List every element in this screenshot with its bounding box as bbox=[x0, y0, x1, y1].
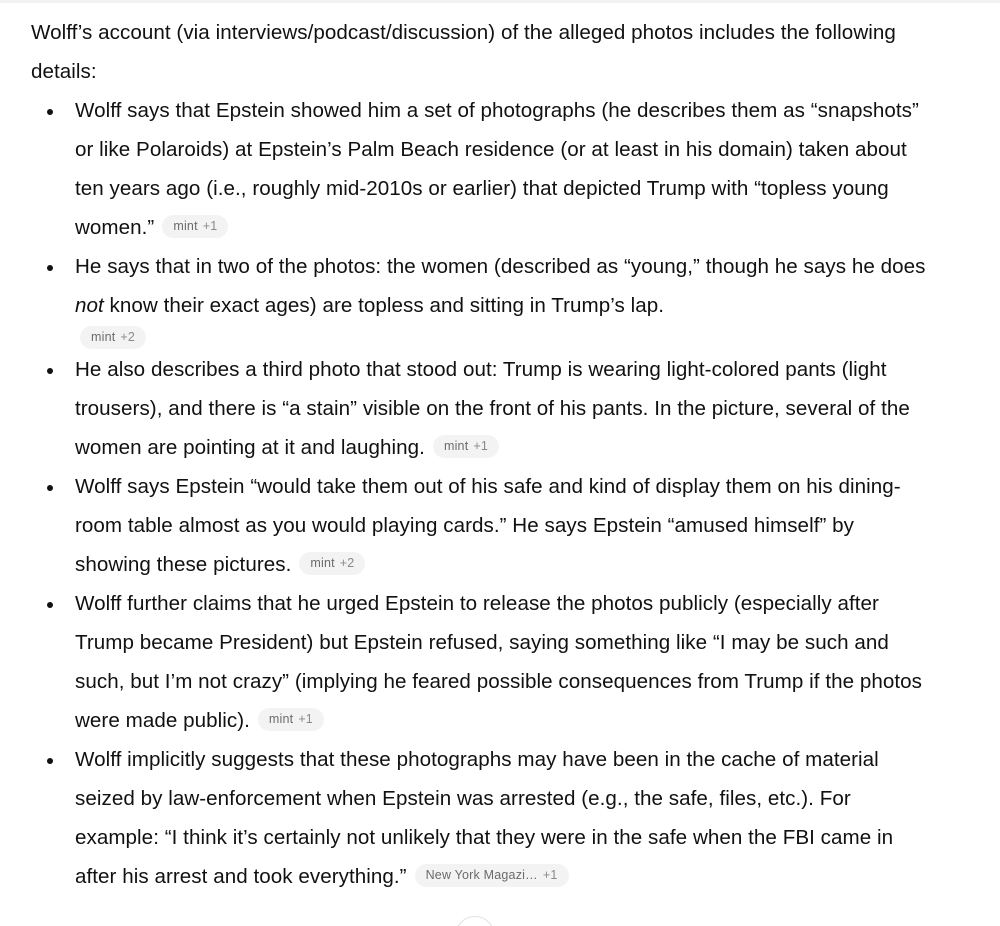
emphasis-text: not bbox=[75, 294, 104, 317]
citation-badge[interactable] bbox=[299, 552, 365, 575]
response-content bbox=[31, 13, 931, 896]
citation-badge[interactable] bbox=[433, 435, 499, 458]
citation-badge[interactable] bbox=[415, 864, 569, 887]
top-divider bbox=[0, 0, 1000, 3]
citation-more-count: +1 bbox=[473, 439, 489, 454]
list-item bbox=[31, 350, 931, 467]
list-item bbox=[31, 740, 931, 896]
citation-source: mint bbox=[310, 556, 335, 571]
list-item bbox=[31, 467, 931, 584]
details-list bbox=[31, 91, 931, 896]
citation-badge[interactable] bbox=[162, 215, 228, 238]
intro-paragraph: Wolff’s account (via interviews/podcast/discussion) of the alleged photos includes the following details: bbox=[31, 21, 896, 83]
citation-badge[interactable] bbox=[258, 708, 324, 731]
citation-source: mint bbox=[268, 712, 294, 727]
list-item-text: Wolff implicitly suggests that these photographs may have been in the cache of material seized by law-enforcement when Epstein was arrested (e.g., the safe, files, etc.). For example: “I think it’s certainly not unlikely that they were in the safe when the FBI came in after his arrest and took everything.” bbox=[75, 748, 894, 888]
citation-more-count: +1 bbox=[202, 219, 218, 234]
list-item-text: He also describes a third photo that stood out: Trump is wearing light-colored pants (light trousers), and there is “a stain” visible on the front of his pants. In the picture, several of the women are pointing at it and laughing. bbox=[75, 358, 910, 459]
citation-more-count: +2 bbox=[120, 330, 136, 344]
list-item-text: Wolff says Epstein “would take them out of his safe and kind of display them on his dining-room table almost as you would playing cards.” He says Epstein “amused himself” by showing these pictures. bbox=[75, 475, 901, 576]
citation-source: mint bbox=[173, 219, 198, 234]
list-item bbox=[31, 91, 931, 247]
citation-source: mint bbox=[443, 439, 469, 454]
citation-badge[interactable] bbox=[80, 326, 146, 349]
list-item-text: know their exact ages) are topless and sitting in Trump’s lap. bbox=[103, 294, 665, 317]
list-item-text: He says that in two of the photos: the women (described as “young,” though he says he does bbox=[75, 255, 926, 278]
list-item bbox=[31, 247, 931, 349]
list-item-text: Wolff says that Epstein showed him a set of photographs (he describes them as “snapshots” or like Polaroids) at Epstein’s Palm Beach residence (or at least in his domain) taken about ten years ago (i.e., roughly mid-2010s or earlier) that depicted Trump with “topless young women.” bbox=[75, 99, 919, 239]
citation-more-count: +1 bbox=[542, 868, 558, 883]
citation-more-count: +1 bbox=[298, 712, 313, 727]
citation-source: mint bbox=[91, 330, 116, 344]
list-item bbox=[31, 584, 931, 740]
citation-more-count: +2 bbox=[339, 556, 355, 571]
scroll-to-bottom-button[interactable] bbox=[455, 916, 495, 926]
citation-source: New York Magazi… bbox=[425, 868, 538, 883]
list-item-text: Wolff further claims that he urged Epstein to release the photos publicly (especially after Trump became President) but Epstein refused, saying something like “I may be such and such, but I’m not crazy” (implying he feared possible consequences from Trump if the photos were made public). bbox=[75, 592, 923, 732]
